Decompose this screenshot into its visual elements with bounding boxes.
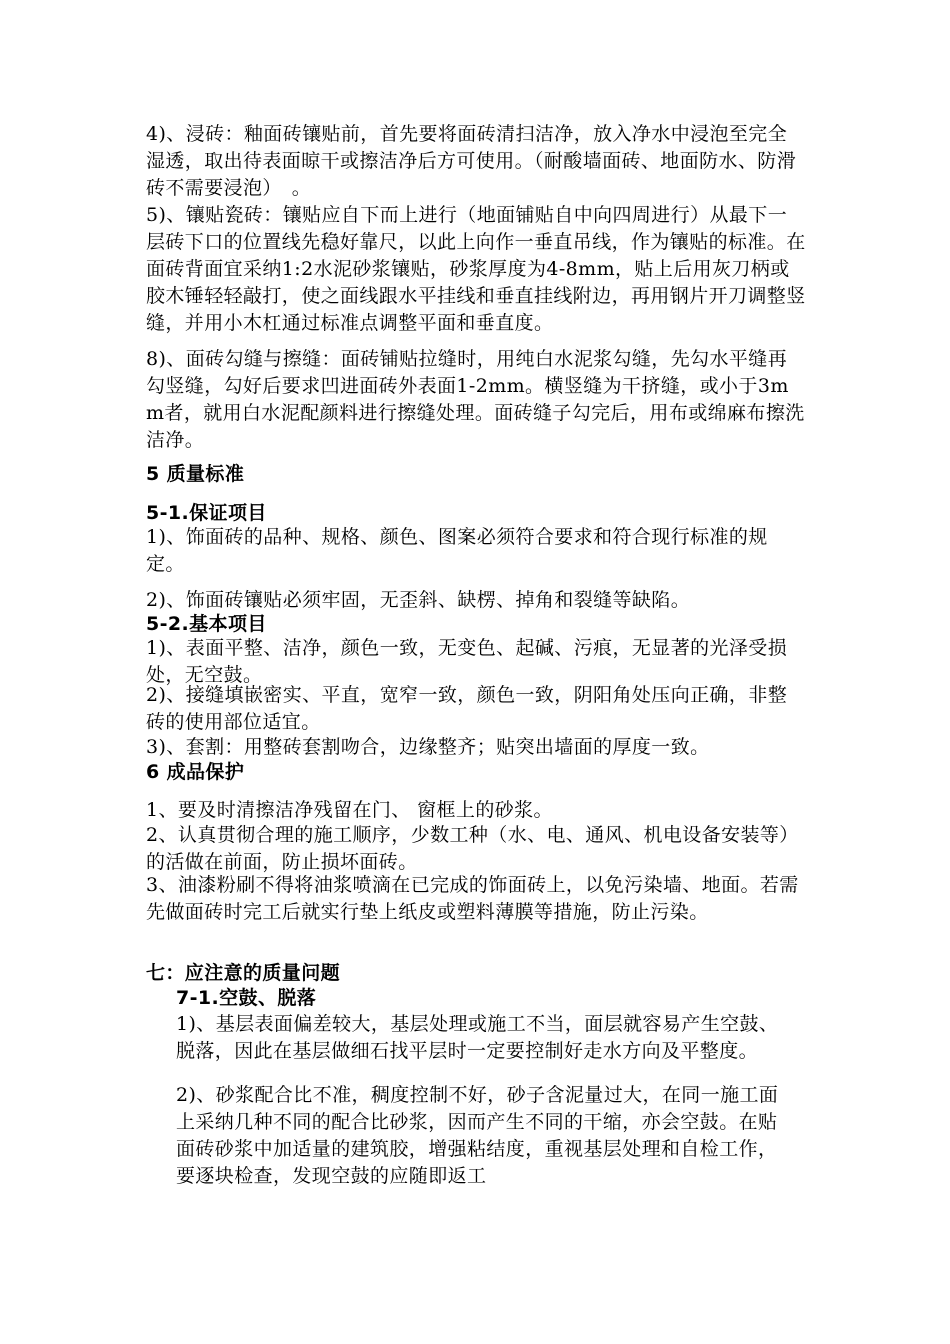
heading-guarantee-items: 5-1.保证项目 [146,502,267,524]
heading-quality-issues: 七：应注意的质量问题 [146,962,341,984]
paragraph-tile-soaking: 4)、浸砖：釉面砖镶贴前，首先要将面砖清扫洁净，放入净水中浸泡至完全湿透，取出待表面晾干或擦洁净后方可使用。（耐酸墙面砖、地面防水、防滑砖不需要浸泡） 。 [146,123,797,199]
paragraph-tile-jointing: 8)、面砖勾缝与擦缝：面砖铺贴拉缝时，用纯白水泥浆勾缝，先勾水平缝再勾竖缝，勾好后要求凹进面砖外表面1-2mm。横竖缝为干挤缝，或小于3mm者，就用白水泥配颜料进行擦缝处理。面砖缝子勾完后，用布或绵麻布擦洗洁净。 [146,348,805,451]
paragraph-basic-1: 1)、表面平整、洁净，颜色一致，无变色、起碱、污痕，无显著的光泽受损处，无空鼓。 [146,637,788,686]
paragraph-protection-1: 1、要及时清擦洁净残留在门、 窗框上的砂浆。 [146,799,553,821]
paragraph-basic-3: 3)、套割：用整砖套割吻合，边缘整齐；贴突出墙面的厚度一致。 [146,736,710,758]
heading-hollow-falloff: 7-1.空鼓、脱落 [176,987,317,1009]
paragraph-issue-2: 2)、砂浆配合比不准，稠度控制不好，砂子含泥量过大，在同一施工面上采纳几种不同的配合比砂浆，因而产生不同的干缩，亦会空鼓。在贴面砖砂浆中加适量的建筑胶，增强粘结度，重视基层处理和自检工作，要逐块检查，发现空鼓的应随即返工 [176,1084,779,1187]
paragraph-protection-2: 2、认真贯彻合理的施工顺序，少数工种（水、电、通风、机电设备安装等）的活做在前面，防止损坏面砖。 [146,824,799,873]
paragraph-issue-1: 1)、基层表面偏差较大，基层处理或施工不当，面层就容易产生空鼓、脱落，因此在基层做细石找平层时一定要控制好走水方向及平整度。 [176,1013,779,1062]
paragraph-protection-3: 3、油漆粉刷不得将油浆喷滴在已完成的饰面砖上，以免污染墙、地面。若需先做面砖时完工后就实行垫上纸皮或塑料薄膜等措施，防止污染。 [146,874,799,923]
heading-product-protection: 6 成品保护 [146,761,245,783]
paragraph-guarantee-2: 2)、饰面砖镶贴必须牢固，无歪斜、缺楞、掉角和裂缝等缺陷。 [146,589,691,611]
paragraph-tile-laying: 5)、镶贴瓷砖：镶贴应自下而上进行（地面铺贴自中向四周进行）从最下一层砖下口的位置线先稳好靠尺，以此上向作一垂直吊线，作为镶贴的标准。在面砖背面宜采纳1:2水泥砂浆镶贴，砂浆厚度为4-8mm，贴上后用灰刀柄或胶木锤轻轻敲打，使之面线跟水平挂线和垂直挂线附边，再用钢片开刀调整竖缝，并用小木杠通过标准点调整平面和垂直度。 [146,204,806,334]
paragraph-basic-2: 2)、接缝填嵌密实、平直，宽窄一致，颜色一致，阴阳角处压向正确，非整砖的使用部位适宜。 [146,684,788,733]
heading-quality-standard: 5 质量标准 [146,463,245,485]
heading-basic-items: 5-2.基本项目 [146,613,267,635]
paragraph-guarantee-1: 1)、饰面砖的品种、规格、颜色、图案必须符合要求和符合现行标准的规定。 [146,526,768,575]
